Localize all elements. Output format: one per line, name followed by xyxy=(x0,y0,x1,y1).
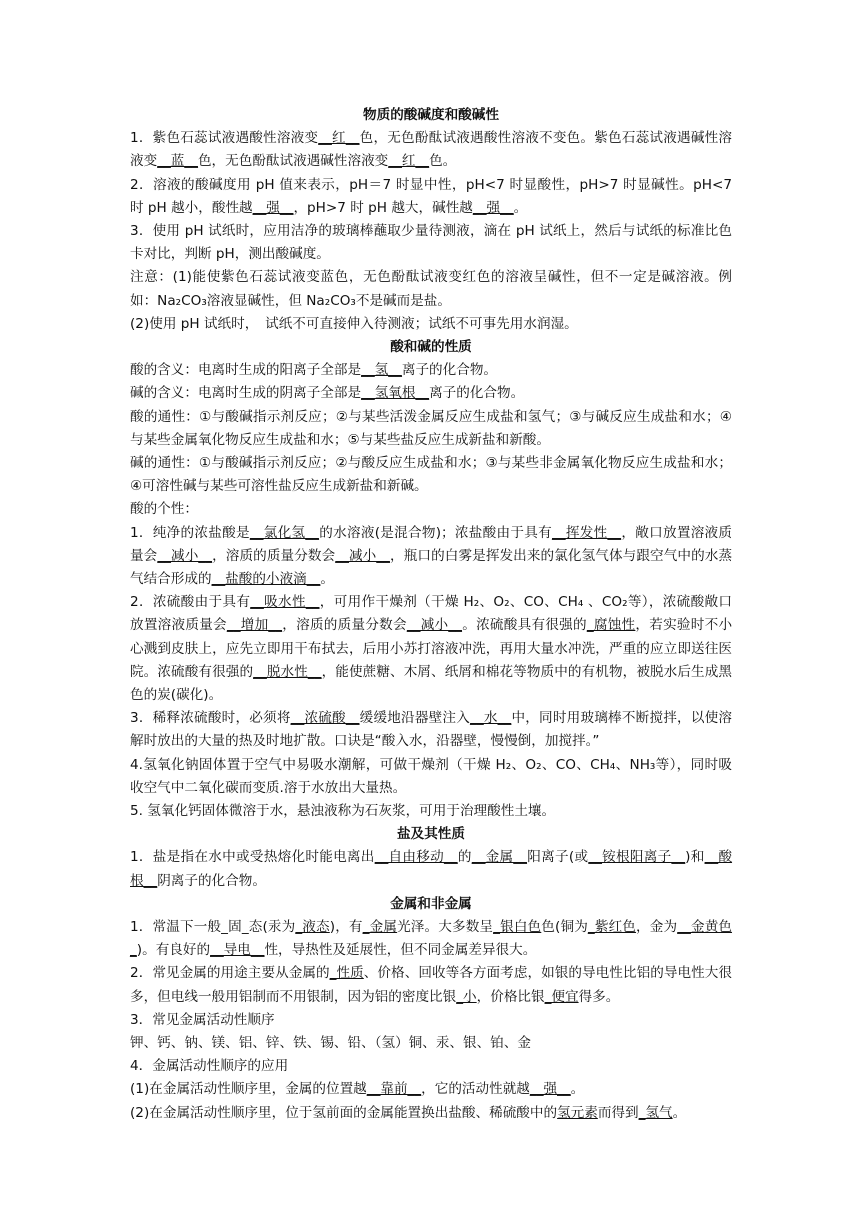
answer-blank: __浓硫酸__ xyxy=(290,710,360,727)
paragraph xyxy=(130,174,732,220)
paragraph xyxy=(130,707,732,753)
answer-blank: __减小__ xyxy=(335,547,390,564)
text-run: ，若实验时不小心溅到皮肤上，应先立即用干布拭去，后用小苏打溶液冲洗，再用大量水冲洗，严重的应立即送往医院。浓硫酸有很强的 xyxy=(130,617,733,680)
text-run: ，金为 xyxy=(636,919,678,936)
text-run: 钾、钙、钠、镁、铝、锌、铁、锡、铅、（氢）铜、汞、银、铂、金 xyxy=(130,1035,532,1052)
text-run: 1．常温下一般_固_态(汞为 xyxy=(130,919,296,936)
paragraph xyxy=(130,359,732,382)
answer-blank: __导电__ xyxy=(210,942,265,959)
answer-blank: _银白色 xyxy=(493,919,542,936)
paragraph xyxy=(130,266,732,312)
text-run: 。浓硫酸具有很强的 xyxy=(461,617,587,634)
answer-blank: __红__ xyxy=(318,130,360,147)
text-run: 得多。 xyxy=(578,988,620,1005)
text-run: ，pH>7 时 pH 越大，碱性越 xyxy=(293,199,473,216)
text-run: ，能使蔗糖、木屑、纸屑和棉花等物质中的有机物，被脱水后生成黑色的炭(碳化)。 xyxy=(130,663,733,704)
answer-blank: 氢元素 xyxy=(557,1104,598,1121)
text-run: 的 xyxy=(457,849,472,866)
text-run: 1．纯净的浓盐酸是 xyxy=(130,524,250,541)
text-run: 酸的个性： xyxy=(130,501,198,518)
text-run: 3．常见金属活动性顺序 xyxy=(130,1011,275,1028)
text-run: 的水溶液(是混合物)；浓盐酸由于具有 xyxy=(318,524,552,541)
answer-blank: __强__ xyxy=(252,199,294,216)
answer-blank: __蓝__ xyxy=(157,153,198,170)
answer-blank: __靠前__ xyxy=(366,1081,422,1098)
answer-blank: __酸根__ xyxy=(130,849,733,889)
text-run: 4．金属活动性顺序的应用 xyxy=(130,1058,289,1075)
text-run: 1．盐是指在水中或受热熔化时能电离出 xyxy=(130,849,375,866)
text-run: ，可用作干燥剂（干燥 H₂、O₂、CO、CH₄ 、CO₂等），浓硫酸敞口放置溶液质量会 xyxy=(130,594,732,634)
answer-blank: __红__ xyxy=(388,153,430,170)
text-run: 性，导热性及延展性，但不同金属差异很大。 xyxy=(264,942,537,959)
answer-blank: __增加__ xyxy=(226,617,283,634)
text-run: 。 xyxy=(320,571,334,588)
answer-blank: _金属 xyxy=(362,919,398,936)
answer-blank: __水__ xyxy=(470,710,512,727)
section-title: 金属和非金属 xyxy=(390,895,472,912)
section-title: 酸和碱的性质 xyxy=(390,339,472,356)
text-run: ，它的活动性就越 xyxy=(421,1081,530,1098)
answer-blank: __氢氧根__ xyxy=(361,385,430,402)
paragraph xyxy=(130,962,732,1008)
text-run: (1)在金属活动性顺序里，金属的位置越 xyxy=(130,1081,367,1098)
text-run: 中，同时用玻璃棒不断搅拌，以使溶解时放出的大量的热及时地扩散。口诀是“酸入水，沿器壁，慢慢倒，加搅拌。” xyxy=(130,710,733,750)
answer-blank: __减小__ xyxy=(157,547,213,564)
text-run: 色(铜为 xyxy=(541,919,588,936)
text-run: 光泽。大多数呈 xyxy=(397,919,494,936)
paragraph xyxy=(130,754,732,800)
text-run: 。 xyxy=(513,199,528,216)
paragraph xyxy=(130,800,732,823)
text-run: 3．使用 pH 试纸时，应用洁净的玻璃棒蘸取少量待测液，滴在 pH 试纸上，然后与试纸的标准比色卡对比，判断 pH，测出酸碱度。 xyxy=(130,223,732,263)
text-run: 碱的通性：①与酸碱指示剂反应；②与酸反应生成盐和水；③与某些非金属氧化物反应生成盐和水；④可溶性碱与某些可溶性盐反应生成新盐和新碱。 xyxy=(130,455,732,495)
answer-blank: _性质 xyxy=(329,965,364,982)
text-run: 2．常见金属的用途主要从金属的 xyxy=(130,965,330,982)
text-run: 2．溶液的酸碱度用 pH 值来表示，pH＝7 时显中性，pH<7 时显酸性，pH>7 时显碱性。pH<7 时 pH 越小，酸性越 xyxy=(130,176,732,216)
paragraph xyxy=(130,406,732,452)
paragraph xyxy=(130,498,732,521)
text-run: (2)在金属活动性顺序里，位于氢前面的金属能置换出盐酸、稀硫酸中的 xyxy=(130,1104,558,1121)
answer-blank: _便宜 xyxy=(544,988,579,1005)
paragraph xyxy=(130,1102,732,1125)
answer-blank: __减小__ xyxy=(406,617,462,634)
paragraph xyxy=(130,127,732,173)
paragraph xyxy=(130,1078,732,1101)
text-run: ，溶质的质量分数会 xyxy=(212,547,336,564)
paragraph xyxy=(130,522,732,592)
text-run: 4.氢氧化钠固体置于空气中易吸水潮解，可做干燥剂（干燥 H₂、O₂、CO、CH₄、NH₃等），同时吸收空气中二氧化碳而变质.溶于水放出大量热。 xyxy=(130,756,732,796)
answer-blank: __氢__ xyxy=(361,362,402,379)
text-run: )，有 xyxy=(329,919,363,936)
paragraph xyxy=(130,220,732,266)
answer-blank: _液态 xyxy=(295,919,330,936)
text-run: 酸的含义：电离时生成的阳离子全部是 xyxy=(130,362,362,379)
answer-blank: __吸水性__ xyxy=(250,594,320,611)
text-run: 色。 xyxy=(429,153,457,170)
answer-blank: _氢气 xyxy=(638,1104,673,1121)
answer-blank: __盐酸的小液滴__ xyxy=(211,571,321,588)
text-run: 酸的通性：①与酸碱指示剂反应；②与某些活泼金属反应生成盐和氢气；③与碱反应生成盐和水；④与某些金属氧化物反应生成盐和水；⑤与某些盐反应生成新盐和新酸。 xyxy=(130,408,732,448)
text-run: )。有良好的 xyxy=(136,942,211,959)
paragraph xyxy=(130,1032,732,1055)
paragraph xyxy=(130,846,732,892)
text-run: 离子的化合物。 xyxy=(429,385,525,402)
text-run: ，溶质的质量分数会 xyxy=(282,617,407,634)
paragraph xyxy=(130,1009,732,1032)
text-run: 、价格、回收等各方面考虑，如银的导电性比铝的导电性大很多，但电线一般用铝制而不用银制，因为铝的密度比银 xyxy=(130,965,733,1005)
text-run: 。 xyxy=(570,1081,585,1098)
answer-blank: __金属__ xyxy=(471,849,527,866)
paragraph xyxy=(130,452,732,498)
document-page xyxy=(130,104,732,1125)
section-title: 物质的酸碱度和酸碱性 xyxy=(363,107,499,123)
text-run: 3．稀释浓硫酸时，必须将 xyxy=(130,710,291,727)
answer-blank: __自由移动__ xyxy=(374,849,458,866)
text-run: 1．紫色石蕊试液遇酸性溶液变 xyxy=(130,130,319,147)
answer-blank: __金黄色_ xyxy=(130,919,733,959)
paragraph xyxy=(130,591,732,707)
text-run: 5. 氢氧化钙固体微溶于水，悬浊液称为石灰浆，可用于治理酸性土壤。 xyxy=(130,803,556,820)
answer-blank: _紫红色 xyxy=(587,919,637,936)
answer-blank: __铵根阳离子__ xyxy=(588,849,686,866)
text-run: 。 xyxy=(672,1104,687,1121)
answer-blank: __氯化氢__ xyxy=(249,524,319,541)
text-run: 缓缓地沿器壁注入 xyxy=(359,710,471,727)
text-run: )和 xyxy=(685,849,705,866)
text-run: (2)使用 pH 试纸时， 试纸不可直接伸入待测液；试纸不可事先用水润湿。 xyxy=(130,315,578,332)
text-run: 而得到 xyxy=(597,1104,639,1121)
answer-blank: __脱水性__ xyxy=(253,663,322,680)
section-title: 盐及其性质 xyxy=(397,826,465,843)
text-run: 离子的化合物。 xyxy=(401,362,498,379)
text-run: ，瓶口的白雾是挥发出来的氯化氢气体与跟空气中的水蒸气结合形成的 xyxy=(130,547,733,588)
answer-blank: __强__ xyxy=(529,1081,571,1098)
text-run: 阴离子的化合物。 xyxy=(157,872,266,889)
paragraph xyxy=(130,313,732,336)
text-run: 色，无色酚酞试液遇酸性溶液不变色。紫色石蕊试液遇碱性溶液变 xyxy=(130,130,733,170)
paragraph xyxy=(130,1055,732,1078)
answer-blank: __强__ xyxy=(472,199,514,216)
answer-blank: __挥发性__ xyxy=(552,524,622,541)
paragraph xyxy=(130,916,732,962)
answer-blank: _小 xyxy=(456,988,477,1005)
text-run: 碱的含义：电离时生成的阴离子全部是 xyxy=(130,385,362,402)
text-run: ，敞口放置溶液质量会 xyxy=(130,524,733,564)
text-run: 色，无色酚酞试液遇碱性溶液变 xyxy=(197,153,389,170)
text-run: 注意：(1)能使紫色石蕊试液变蓝色，无色酚酞试液变红色的溶液呈碱性，但不一定是碱溶液。例如：Na₂CO₃溶液显碱性，但 Na₂CO₃不是碱而是盐。 xyxy=(130,269,732,309)
text-run: 2．浓硫酸由于具有 xyxy=(130,594,251,611)
text-run: ，价格比银 xyxy=(476,988,545,1005)
text-run: 阳离子(或 xyxy=(526,849,589,866)
paragraph xyxy=(130,382,732,405)
answer-blank: _腐蚀性 xyxy=(586,617,636,634)
